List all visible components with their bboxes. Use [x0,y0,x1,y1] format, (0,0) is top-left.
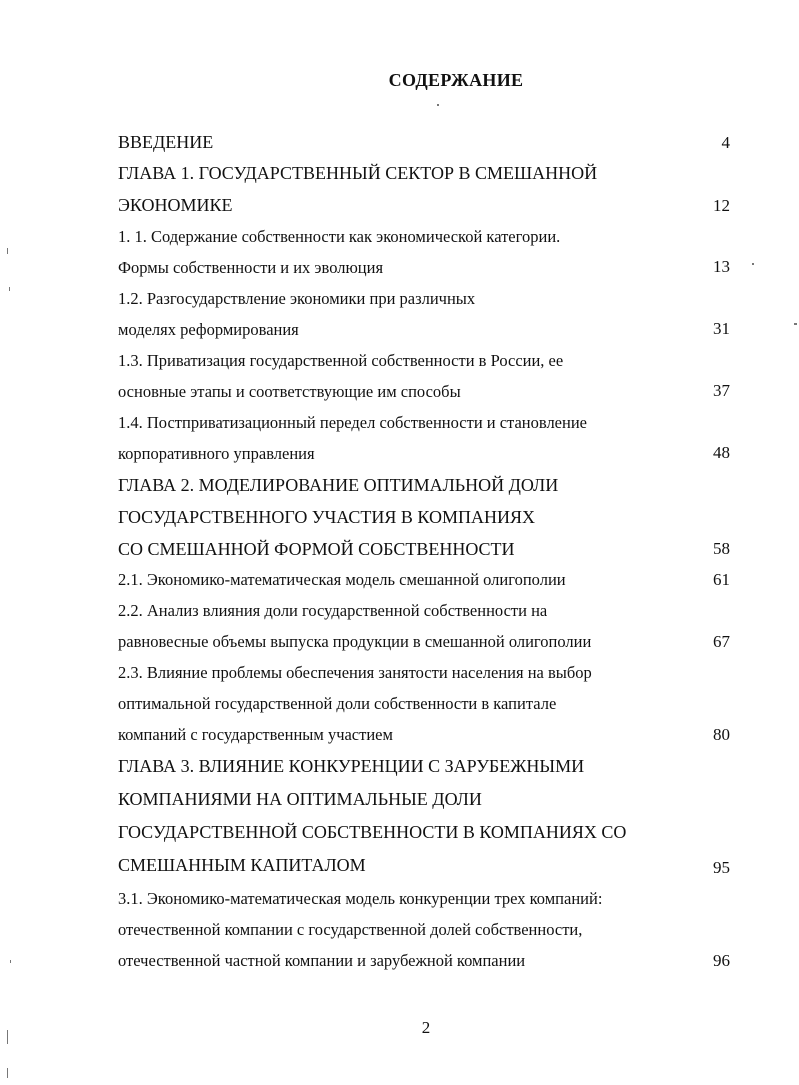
toc-page-number: 4 [721,133,730,152]
toc-page-number: 61 [713,570,730,589]
toc-line: моделях реформирования [118,320,299,339]
toc-line: 1.2. Разгосударствление экономики при различных [118,289,476,308]
scan-speck [437,104,439,106]
toc-line: 1. 1. Содержание собственности как экономической категории. [118,227,561,246]
page-title: СОДЕРЖАНИЕ [388,70,524,90]
page-number: 2 [421,1018,431,1037]
toc-line: ГЛАВА 3. ВЛИЯНИЕ КОНКУРЕНЦИИ С ЗАРУБЕЖНЫМИ [118,756,585,776]
toc-page-number: 67 [713,632,730,651]
scan-speck [7,1030,8,1044]
toc-line: отечественной компании с государственной долей собственности, [118,920,583,939]
toc-page-number: 95 [713,858,730,877]
toc-line: ГОСУДАРСТВЕННОГО УЧАСТИЯ В КОМПАНИЯХ [118,507,535,527]
toc-line: ЭКОНОМИКЕ [118,195,233,215]
toc-line: 2.2. Анализ влияния доли государственной собственности на [118,601,548,620]
toc-page-number: 48 [713,443,730,462]
toc-page-number: 58 [713,539,730,558]
toc-line: основные этапы и соответствующие им способы [118,382,461,401]
toc-page-number: 80 [713,725,730,744]
toc-line: 3.1. Экономико-математическая модель конкуренции трех компаний: [118,889,603,908]
toc-page-number: 12 [713,196,730,215]
scan-speck [752,263,754,265]
scan-speck [794,323,797,325]
toc-line: 1.4. Постприватизационный передел собственности и становление [118,413,587,432]
toc-line: компаний с государственным участием [118,725,393,744]
scan-speck [7,248,8,254]
toc-line: отечественной частной компании и зарубежной компании [118,951,526,970]
toc-line: ВВЕДЕНИЕ [118,132,214,152]
toc-page-number: 31 [713,319,730,338]
scan-speck [10,960,11,963]
toc-line: СМЕШАННЫМ КАПИТАЛОМ [118,855,366,875]
toc-page-number: 13 [713,257,730,276]
toc-line: ГОСУДАРСТВЕННОЙ СОБСТВЕННОСТИ В КОМПАНИЯХ СО [118,822,627,842]
toc-line: 1.3. Приватизация государственной собственности в России, ее [118,351,564,370]
scan-speck [9,287,10,291]
toc-line: оптимальной государственной доли собственности в капитале [118,694,557,713]
toc-line: КОМПАНИЯМИ НА ОПТИМАЛЬНЫЕ ДОЛИ [118,789,482,809]
toc-line: СО СМЕШАННОЙ ФОРМОЙ СОБСТВЕННОСТИ [118,539,515,559]
toc-line: ГЛАВА 2. МОДЕЛИРОВАНИЕ ОПТИМАЛЬНОЙ ДОЛИ [118,475,559,495]
toc-line: 2.3. Влияние проблемы обеспечения занятости населения на выбор [118,663,592,682]
toc-line: равновесные объемы выпуска продукции в смешанной олигополии [118,632,592,651]
toc-page-number: 37 [713,381,730,400]
scan-speck [7,1068,8,1078]
toc-line: ГЛАВА 1. ГОСУДАРСТВЕННЫЙ СЕКТОР В СМЕШАННОЙ [118,163,598,183]
toc-line: Формы собственности и их эволюция [118,258,384,277]
toc-line: 2.1. Экономико-математическая модель смешанной олигополии [118,570,566,589]
toc-page-number: 96 [713,951,730,970]
toc-line: корпоративного управления [118,444,315,463]
